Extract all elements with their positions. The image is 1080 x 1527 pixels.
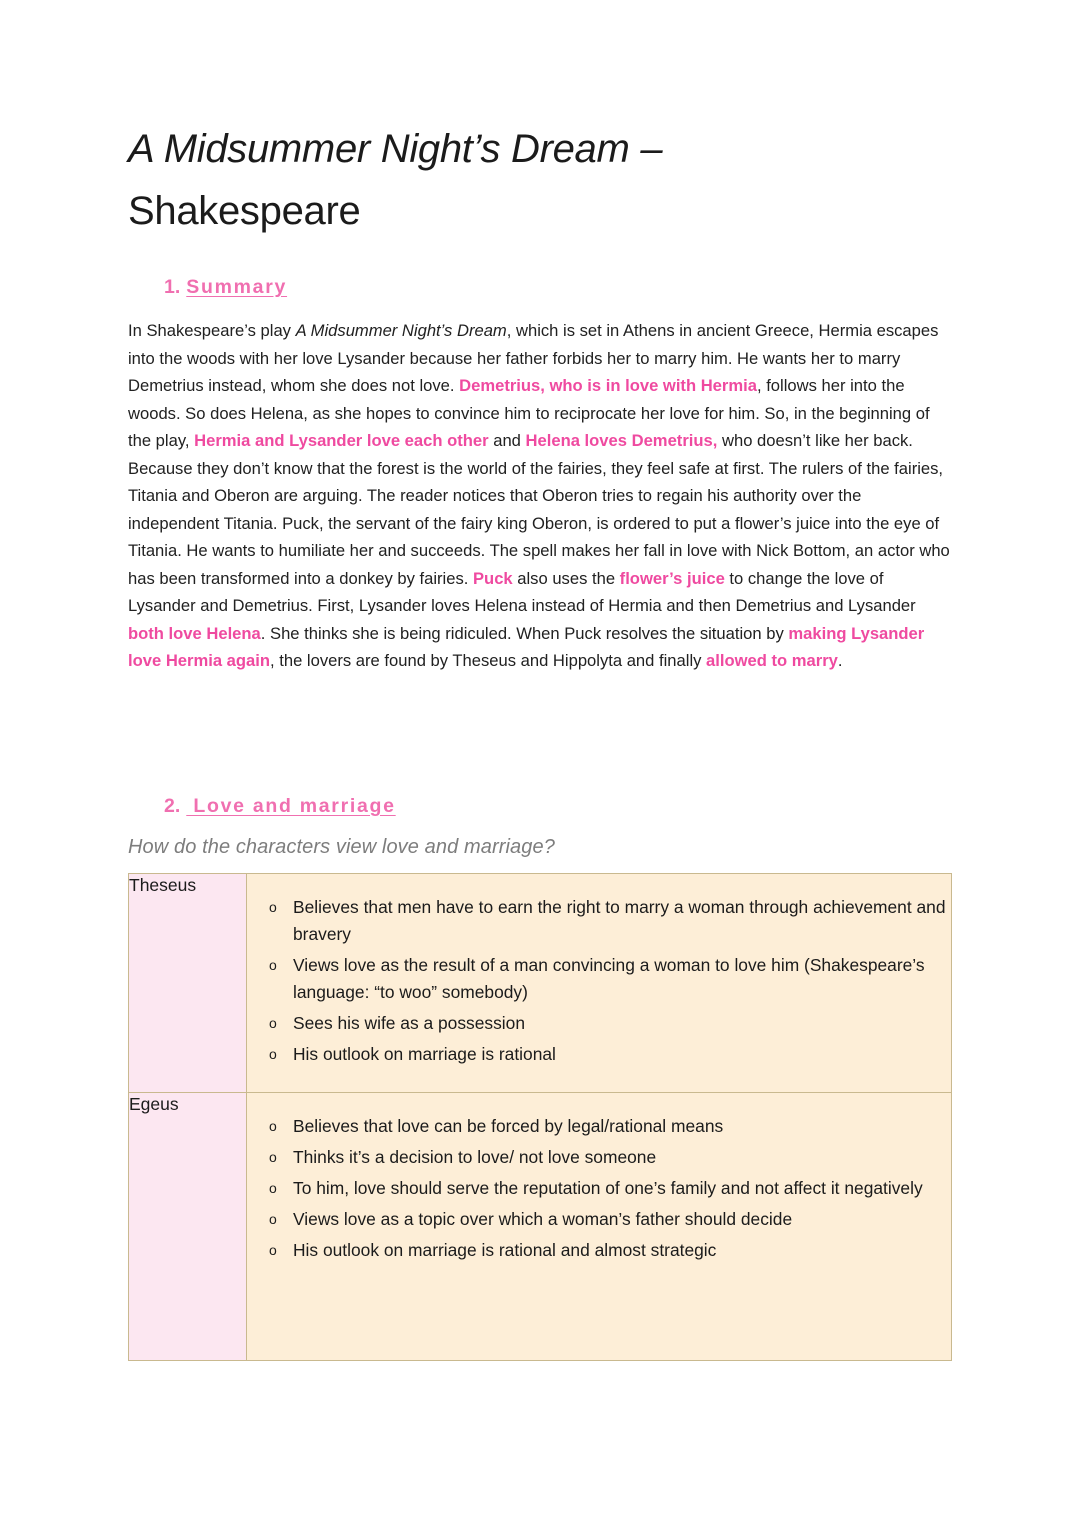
summary-text: to change the love of Lysander and Demetrius. First, Lysander loves Helena instead of Hermia and then Demetrius and Lysander (128, 568, 916, 616)
section-label: Love and marriage (186, 794, 396, 817)
section-spacer (128, 675, 952, 761)
bullet-marker: o (269, 956, 277, 973)
points-list-egeus (247, 1113, 951, 1264)
list-item (247, 952, 951, 1006)
summary-italic-title: A Midsummer Night’s Dream (295, 321, 507, 340)
section-number: 2. (164, 794, 181, 817)
summary-text: , which is set in Athens in ancient Greece, Hermia escapes into the woods with her love Lysander because her father forbids her to marry him. He wants her to marry Demetrius instead, whom she does not love. (128, 321, 939, 396)
bullet-marker: o (269, 1179, 277, 1196)
list-item (247, 1175, 951, 1202)
bullet-marker: o (269, 898, 277, 915)
summary-text: also uses the (512, 568, 620, 588)
summary-text: who doesn’t like her back. Because they don’t know that the forest is the world of the fairies, they feel safe at first. The rulers of the fairies, Titania and Oberon are arguing. The reader notices that Oberon tries to regain his authority over the independent Titania. Puck, the servant of the fairy king Oberon, is ordered to put a flower’s juice into the eye of Titania. He wants to humiliate her and succeeds. The spell makes her fall in love with Nick Bottom, an actor who has been transformed into a donkey by fairies. (128, 431, 950, 588)
section-number: 1. (164, 276, 181, 298)
points-list-theseus (247, 894, 951, 1068)
list-item-text: To him, love should serve the reputation of one’s family and not affect it negatively (293, 1177, 923, 1198)
list-item-text: Believes that men have to earn the right to marry a woman through achievement and bravery (293, 896, 946, 944)
list-item (247, 1237, 951, 1264)
character-name-cell: Theseus (129, 873, 247, 1092)
summary-text: . She thinks she is being ridiculed. When Puck resolves the situation by (260, 623, 789, 643)
list-item-text: Believes that love can be forced by legal/rational means (293, 1115, 724, 1136)
section-question: How do the characters view love and marriage? (128, 835, 555, 858)
section-heading-summary (164, 276, 952, 299)
summary-text: , the lovers are found by Theseus and Hippolyta and finally (270, 651, 707, 671)
summary-highlight: allowed to marry (706, 651, 838, 671)
list-item-text: Views love as the result of a man convincing a woman to love him (Shakespeare’s language: “to woo” somebody) (293, 954, 925, 1002)
list-item (247, 1041, 951, 1068)
list-item (247, 894, 951, 948)
character-name-cell: Egeus (129, 1092, 247, 1360)
list-item-text: Thinks it’s a decision to love/ not love someone (293, 1146, 657, 1167)
summary-text: , follows her into the woods. So does Helena, as she hopes to convince him to reciprocate her love for him. So, in the beginning of the play, (128, 376, 930, 451)
list-item (247, 1113, 951, 1140)
summary-paragraph (128, 317, 952, 675)
summary-text: . (837, 651, 843, 671)
character-points-cell (247, 1092, 952, 1360)
bullet-marker: o (269, 1241, 277, 1258)
table-row (129, 1092, 952, 1360)
summary-text: In Shakespeare’s play (128, 321, 296, 340)
summary-highlight: flower’s juice (619, 568, 725, 588)
summary-highlight: Demetrius, who is in love with Hermia (459, 376, 757, 396)
summary-text: and (488, 431, 526, 451)
page-title-line-1: A Midsummer Night’s Dream – (128, 127, 663, 171)
section-label: Summary (186, 276, 288, 298)
summary-highlight: both love Helena (128, 623, 261, 643)
section-heading-love-and-marriage (164, 795, 952, 818)
bullet-marker: o (269, 1045, 277, 1062)
table-row (129, 873, 952, 1092)
bullet-marker: o (269, 1117, 277, 1134)
page-title (128, 118, 768, 242)
list-item-text: His outlook on marriage is rational and almost strategic (293, 1239, 717, 1260)
list-item-text: Sees his wife as a possession (293, 1012, 525, 1033)
summary-highlight: Hermia and Lysander love each other (194, 431, 489, 451)
summary-highlight: Helena loves Demetrius, (525, 431, 718, 451)
list-item (247, 1144, 951, 1171)
list-item (247, 1206, 951, 1233)
character-views-table (128, 873, 952, 1361)
character-points-cell (247, 873, 952, 1092)
page-title-line-2: Shakespeare (128, 189, 361, 233)
bullet-marker: o (269, 1014, 277, 1031)
bullet-marker: o (269, 1148, 277, 1165)
list-item-text: Views love as a topic over which a woman’s father should decide (293, 1208, 793, 1229)
bullet-marker: o (269, 1210, 277, 1227)
summary-highlight: Puck (472, 568, 513, 588)
list-item (247, 1010, 951, 1037)
list-item-text: His outlook on marriage is rational (293, 1043, 556, 1064)
summary-highlight: making Lysander love Hermia again (128, 623, 925, 671)
